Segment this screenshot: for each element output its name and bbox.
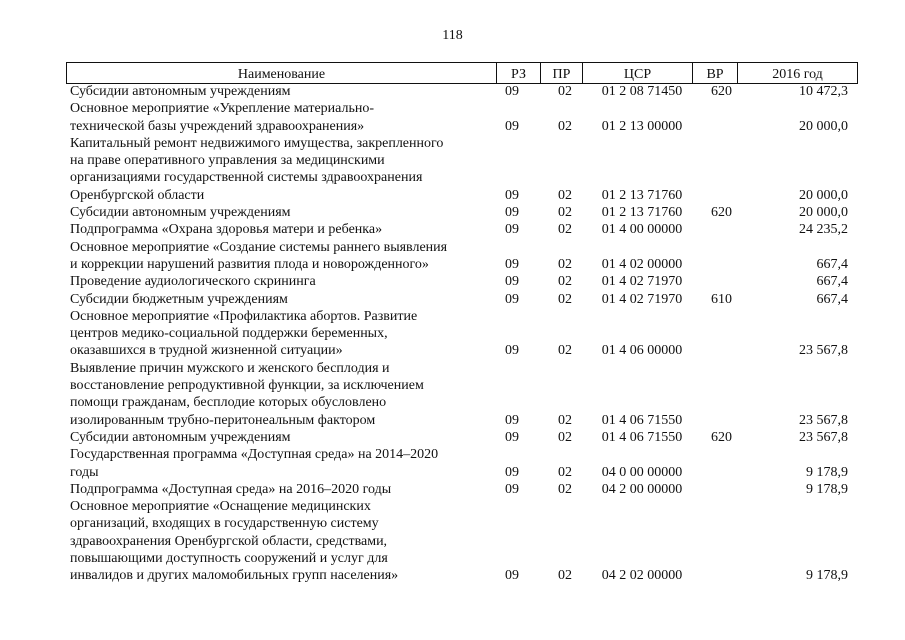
table-row [0,83,905,100]
row-name-line: повышающими доступность сооружений и услуг для [70,551,388,567]
row-rz: 09 [505,187,519,203]
row-pr: 02 [558,343,572,359]
row-pr: 02 [558,430,572,445]
row-name-line: Субсидии автономным учреждениям [70,205,291,221]
row-name-line: Выявление причин мужского и женского бесплодия и [70,360,390,376]
row-amount: 24 235,2 [799,222,848,238]
row-rz: 09 [505,343,519,359]
row-amount: 667,4 [816,291,848,307]
row-name-line: оказавшихся в трудной жизненной ситуации» [70,343,343,359]
row-name [70,83,490,100]
row-csr: 01 2 13 71760 [601,187,683,203]
row-rz: 09 [505,430,519,445]
row-csr: 01 2 13 00000 [601,118,683,134]
row-vr: 610 [711,291,732,307]
row-pr: 02 [558,412,572,428]
header-name: Наименование [66,63,496,83]
row-name [70,221,490,238]
row-amount: 20 000,0 [799,118,848,134]
row-vr: 620 [711,84,732,99]
row-name-line: Основное мероприятие «Оснащение медицинских [70,499,371,515]
row-name [70,446,490,481]
row-pr: 02 [558,187,572,203]
row-name-line: годы [70,464,99,480]
table-row [0,135,905,204]
table-row [0,308,905,360]
row-vr: 620 [711,430,732,445]
row-amount: 9 178,9 [806,464,848,480]
row-name-line: технической базы учреждений здравоохранения» [70,118,365,134]
row-name [70,135,490,204]
header-pr: ПР [540,63,582,83]
row-rz: 09 [505,274,519,290]
row-csr: 04 0 00 00000 [601,464,683,480]
row-pr: 02 [558,568,572,584]
row-csr: 01 4 06 71550 [601,430,683,445]
row-name [70,291,490,308]
table-row [0,204,905,221]
header-year: 2016 год [737,63,858,83]
row-name-line: Субсидии автономным учреждениям [70,430,291,445]
row-pr: 02 [558,205,572,221]
row-name [70,273,490,290]
row-name-line: восстановление репродуктивной функции, за исключением [70,378,424,394]
row-rz: 09 [505,118,519,134]
row-csr: 01 4 02 71970 [601,291,683,307]
row-name-line: Основное мероприятие «Профилактика абортов. Развитие [70,308,418,324]
row-pr: 02 [558,222,572,238]
row-rz: 09 [505,568,519,584]
row-name-line: организациями государственной системы здравоохранения [70,170,423,186]
row-name-line: и коррекции нарушений развития плода и новорожденного» [70,256,429,272]
row-rz: 09 [505,256,519,272]
row-name-line: здравоохранения Оренбургской области, средствами, [70,533,388,549]
row-amount: 20 000,0 [799,187,848,203]
row-amount: 10 472,3 [799,84,848,99]
row-name [70,498,490,584]
row-name-line: Субсидии автономным учреждениям [70,84,291,99]
row-name-line: Подпрограмма «Охрана здоровья матери и ребенка» [70,222,383,238]
row-amount: 23 567,8 [799,430,848,445]
row-amount: 20 000,0 [799,205,848,221]
row-name-line: на праве оперативного управления за медицинскими [70,153,385,169]
row-amount: 23 567,8 [799,412,848,428]
table-row [0,291,905,308]
row-name-line: центров медико-социальной поддержки беременных, [70,326,388,342]
row-rz: 09 [505,84,519,99]
row-rz: 09 [505,222,519,238]
row-csr: 04 2 02 00000 [601,568,683,584]
row-pr: 02 [558,481,572,497]
row-pr: 02 [558,274,572,290]
row-csr: 01 2 08 71450 [601,84,683,99]
table-row [0,221,905,238]
row-rz: 09 [505,481,519,497]
row-csr: 01 4 06 00000 [601,343,683,359]
row-name-line: помощи гражданам, бесплодие которых обусловлено [70,395,387,411]
table-row [0,498,905,585]
table-row [0,429,905,446]
row-name-line: инвалидов и других маломобильных групп населения» [70,568,399,584]
row-name-line: Подпрограмма «Доступная среда» на 2016–2020 годы [70,481,392,497]
row-name [70,204,490,221]
row-amount: 9 178,9 [806,481,848,497]
row-csr: 01 4 06 71550 [601,412,683,428]
row-pr: 02 [558,118,572,134]
header-csr: ЦСР [582,63,692,83]
row-name [70,100,490,135]
row-amount: 667,4 [816,256,848,272]
row-name [70,308,490,360]
row-name [70,481,490,498]
row-vr: 620 [711,205,732,221]
row-name [70,239,490,274]
row-pr: 02 [558,291,572,307]
row-name-line: Основное мероприятие «Создание системы раннего выявления [70,239,448,255]
row-name [70,429,490,446]
header-rz: РЗ [496,63,540,83]
row-csr: 01 2 13 71760 [601,205,683,221]
row-name-line: Капитальный ремонт недвижимого имущества, закрепленного [70,135,444,151]
row-name-line: Субсидии бюджетным учреждениям [70,291,288,307]
row-amount: 667,4 [816,274,848,290]
row-rz: 09 [505,291,519,307]
row-pr: 02 [558,464,572,480]
row-csr: 01 4 00 00000 [601,222,683,238]
row-csr: 04 2 00 00000 [601,481,683,497]
table-row [0,481,905,498]
table-row [0,100,905,135]
header-vr: ВР [692,63,737,83]
row-name-line: Проведение аудиологического скрининга [70,274,316,290]
row-name-line: организаций, входящих в государственную систему [70,516,379,532]
row-rz: 09 [505,464,519,480]
page-number: 118 [442,28,463,43]
row-rz: 09 [505,205,519,221]
row-name [70,360,490,429]
row-csr: 01 4 02 00000 [601,256,683,272]
row-pr: 02 [558,256,572,272]
row-name-line: Оренбургской области [70,187,205,203]
row-name-line: Государственная программа «Доступная среда» на 2014–2020 [70,447,439,463]
table-row [0,360,905,429]
row-name-line: Основное мероприятие «Укрепление материально- [70,101,375,117]
row-csr: 01 4 02 71970 [601,274,683,290]
row-amount: 9 178,9 [806,568,848,584]
table-row [0,239,905,274]
table-row [0,273,905,290]
row-name-line: изолированным трубно-перитонеальным фактором [70,412,376,428]
row-rz: 09 [505,412,519,428]
table-row [0,446,905,481]
row-amount: 23 567,8 [799,343,848,359]
row-pr: 02 [558,84,572,99]
